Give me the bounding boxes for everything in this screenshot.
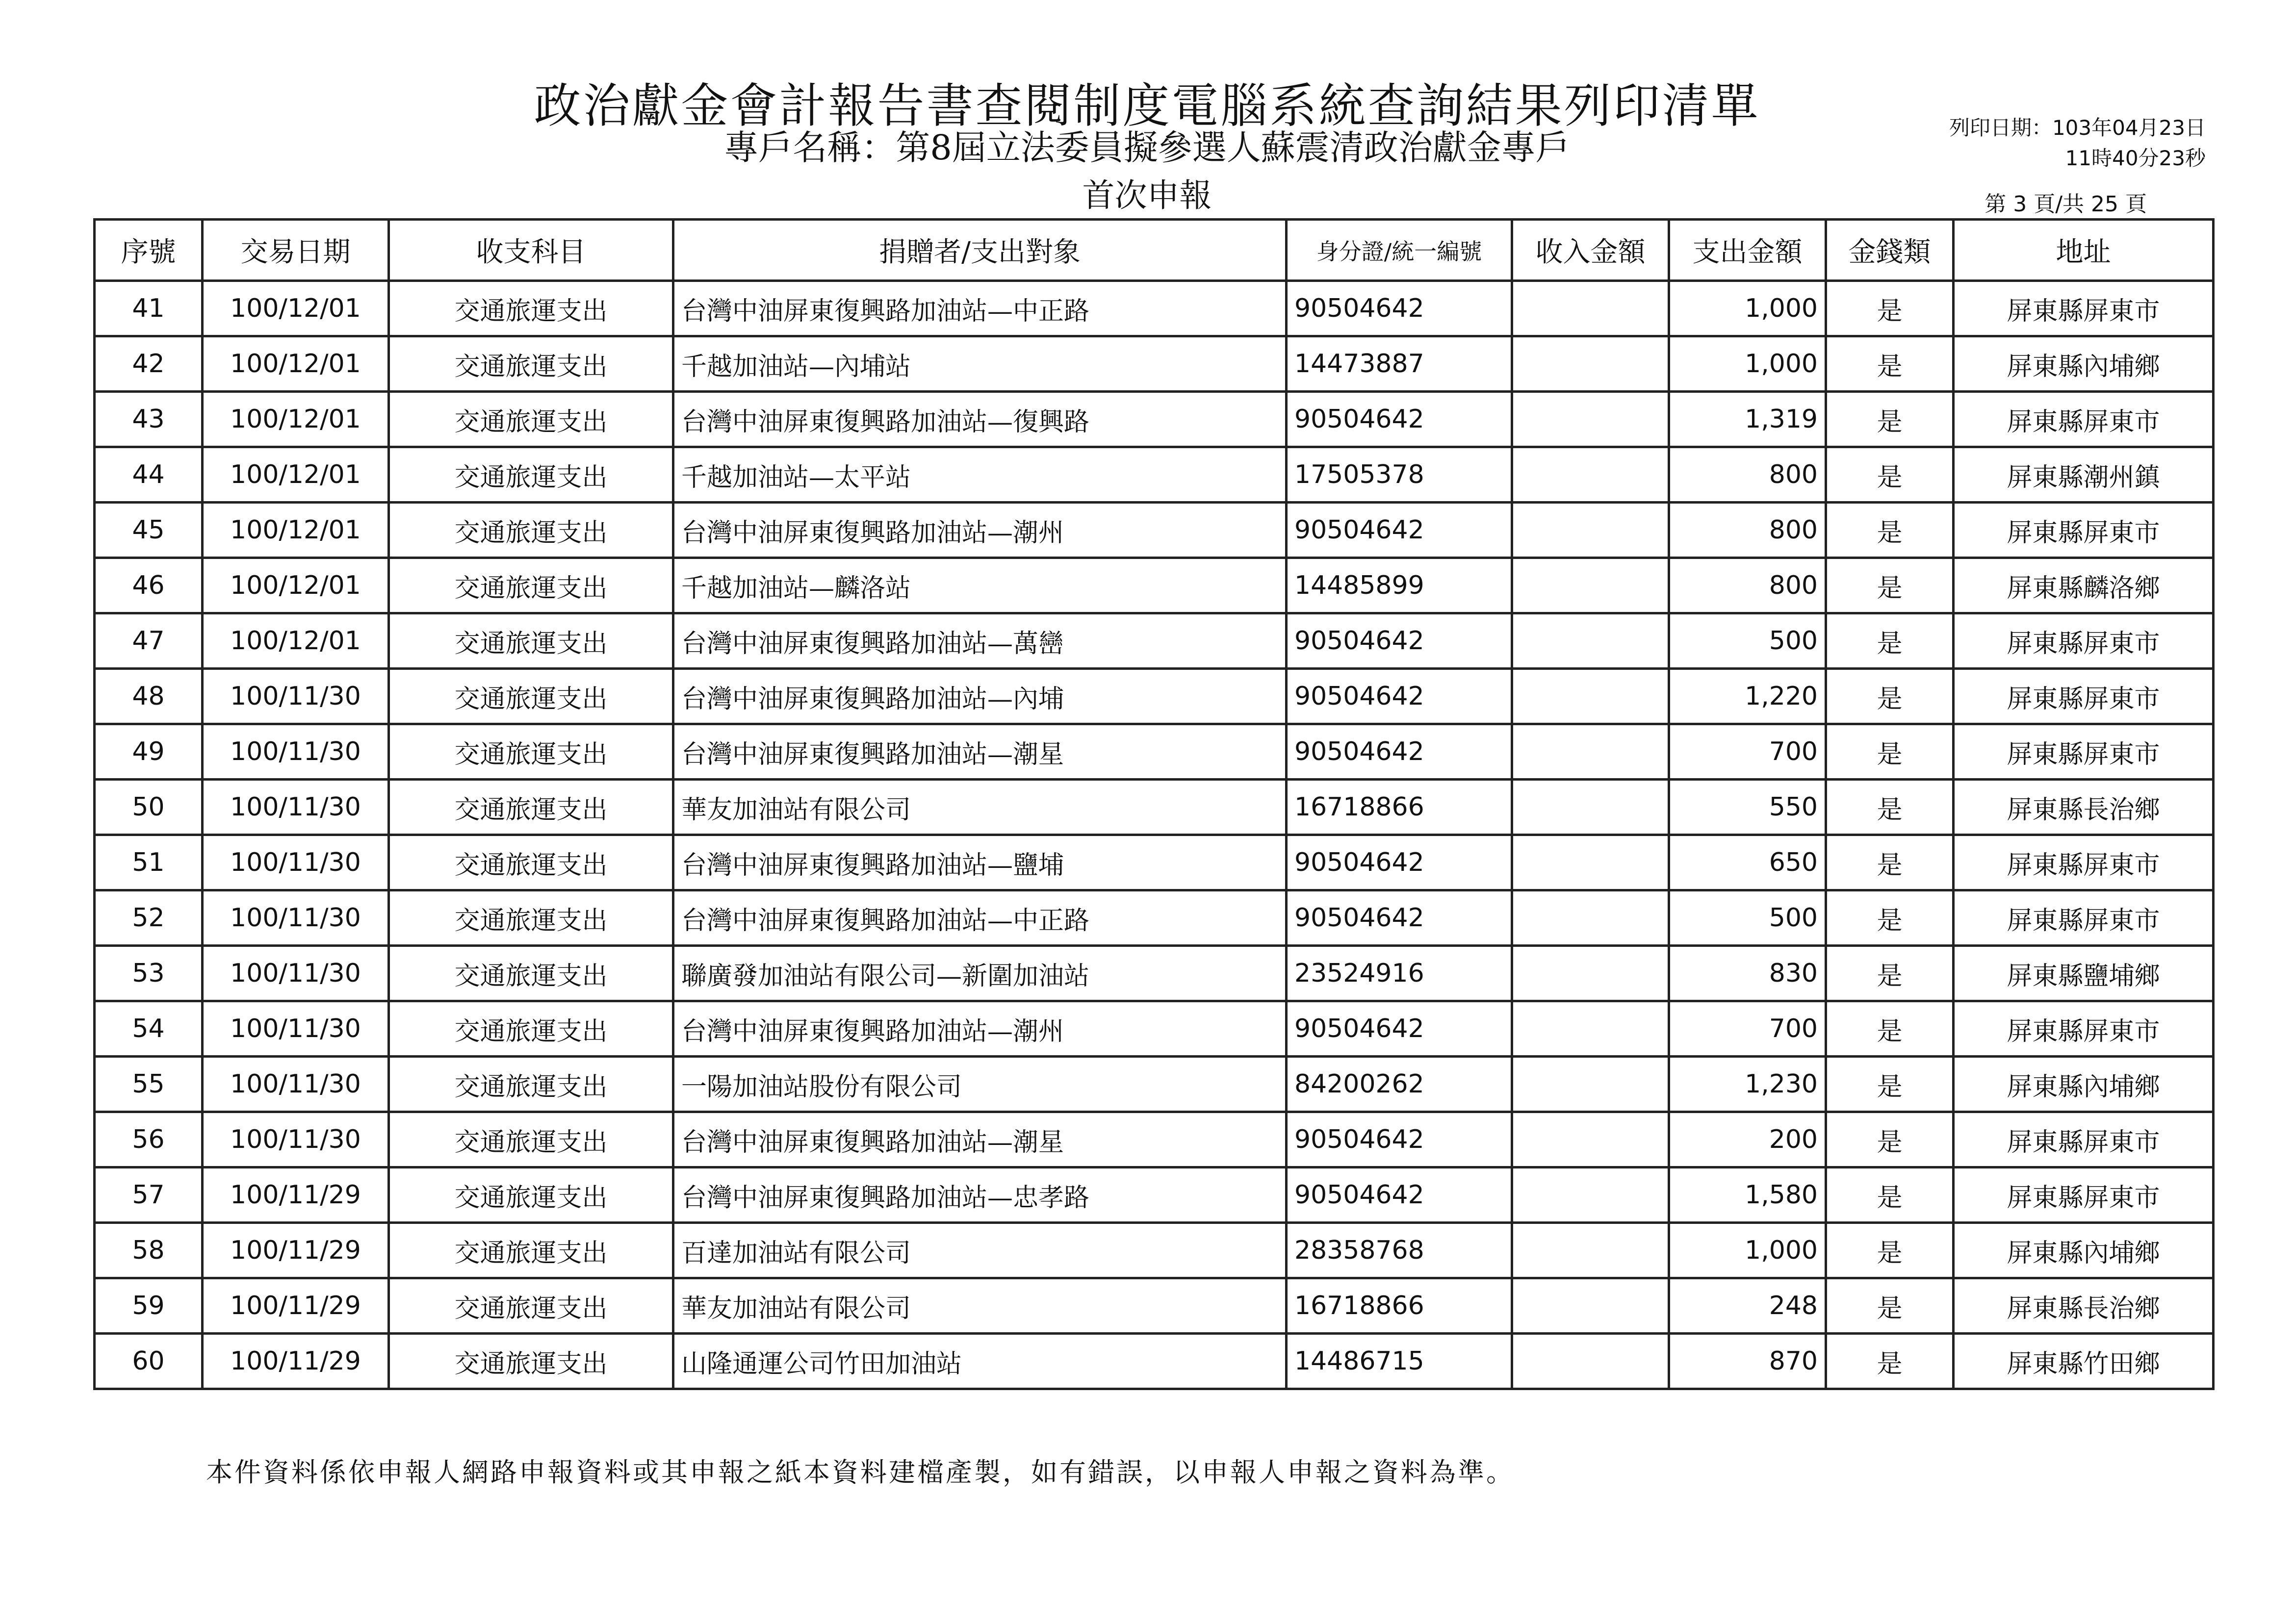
cell-income bbox=[1512, 1057, 1669, 1112]
cell-income bbox=[1512, 1112, 1669, 1167]
cell-category: 交通旅運支出 bbox=[389, 281, 673, 336]
col-header-expense: 支出金額 bbox=[1669, 220, 1826, 281]
cell-date: 100/11/29 bbox=[203, 1278, 389, 1334]
cell-expense: 830 bbox=[1669, 946, 1826, 1001]
cell-seq: 42 bbox=[95, 336, 203, 392]
cell-seq: 50 bbox=[95, 780, 203, 835]
cell-seq: 52 bbox=[95, 890, 203, 946]
cell-address: 屏東縣屏東市 bbox=[1954, 835, 2214, 890]
cell-income bbox=[1512, 669, 1669, 724]
table-row bbox=[95, 1057, 2214, 1112]
cell-date: 100/12/01 bbox=[203, 336, 389, 392]
cell-address: 屏東縣潮州鎮 bbox=[1954, 447, 2214, 503]
table-row bbox=[95, 1167, 2214, 1223]
cell-id: 14485899 bbox=[1287, 558, 1512, 613]
cell-address: 屏東縣屏東市 bbox=[1954, 392, 2214, 447]
cell-category: 交通旅運支出 bbox=[389, 503, 673, 558]
cell-party: 百達加油站有限公司 bbox=[673, 1223, 1287, 1278]
cell-id: 14473887 bbox=[1287, 336, 1512, 392]
cell-money-type: 是 bbox=[1826, 669, 1954, 724]
cell-income bbox=[1512, 1223, 1669, 1278]
cell-date: 100/12/01 bbox=[203, 392, 389, 447]
cell-party: 台灣中油屏東復興路加油站—內埔 bbox=[673, 669, 1287, 724]
cell-money-type: 是 bbox=[1826, 613, 1954, 669]
cell-address: 屏東縣屏東市 bbox=[1954, 503, 2214, 558]
cell-id: 16718866 bbox=[1287, 780, 1512, 835]
cell-expense: 650 bbox=[1669, 835, 1826, 890]
cell-category: 交通旅運支出 bbox=[389, 1223, 673, 1278]
cell-party: 千越加油站—麟洛站 bbox=[673, 558, 1287, 613]
col-header-address: 地址 bbox=[1954, 220, 2214, 281]
cell-id: 28358768 bbox=[1287, 1223, 1512, 1278]
cell-income bbox=[1512, 946, 1669, 1001]
cell-seq: 54 bbox=[95, 1001, 203, 1057]
cell-id: 90504642 bbox=[1287, 503, 1512, 558]
print-time: 11時40分23秒 bbox=[2065, 146, 2206, 170]
cell-id: 90504642 bbox=[1287, 835, 1512, 890]
col-header-category: 收支科目 bbox=[389, 220, 673, 281]
cell-income bbox=[1512, 613, 1669, 669]
cell-party: 台灣中油屏東復興路加油站—潮星 bbox=[673, 724, 1287, 780]
cell-category: 交通旅運支出 bbox=[389, 1057, 673, 1112]
cell-date: 100/12/01 bbox=[203, 558, 389, 613]
cell-category: 交通旅運支出 bbox=[389, 780, 673, 835]
cell-income bbox=[1512, 835, 1669, 890]
cell-date: 100/11/30 bbox=[203, 1057, 389, 1112]
cell-seq: 43 bbox=[95, 392, 203, 447]
cell-party: 台灣中油屏東復興路加油站—中正路 bbox=[673, 890, 1287, 946]
cell-address: 屏東縣竹田鄉 bbox=[1954, 1334, 2214, 1389]
cell-address: 屏東縣屏東市 bbox=[1954, 724, 2214, 780]
cell-date: 100/11/30 bbox=[203, 946, 389, 1001]
cell-date: 100/11/30 bbox=[203, 669, 389, 724]
cell-income bbox=[1512, 281, 1669, 336]
cell-income bbox=[1512, 1278, 1669, 1334]
cell-seq: 51 bbox=[95, 835, 203, 890]
table-row bbox=[95, 613, 2214, 669]
cell-category: 交通旅運支出 bbox=[389, 946, 673, 1001]
cell-income bbox=[1512, 724, 1669, 780]
cell-category: 交通旅運支出 bbox=[389, 392, 673, 447]
cell-party: 台灣中油屏東復興路加油站—中正路 bbox=[673, 281, 1287, 336]
cell-id: 90504642 bbox=[1287, 1001, 1512, 1057]
cell-date: 100/12/01 bbox=[203, 447, 389, 503]
cell-category: 交通旅運支出 bbox=[389, 890, 673, 946]
col-header-money-type: 金錢類 bbox=[1826, 220, 1954, 281]
ledger-body bbox=[95, 281, 2214, 1389]
cell-seq: 55 bbox=[95, 1057, 203, 1112]
table-row bbox=[95, 1223, 2214, 1278]
cell-id: 90504642 bbox=[1287, 392, 1512, 447]
col-header-party: 捐贈者/支出對象 bbox=[673, 220, 1287, 281]
cell-date: 100/11/29 bbox=[203, 1223, 389, 1278]
cell-id: 90504642 bbox=[1287, 669, 1512, 724]
cell-date: 100/11/30 bbox=[203, 724, 389, 780]
cell-money-type: 是 bbox=[1826, 946, 1954, 1001]
cell-party: 華友加油站有限公司 bbox=[673, 1278, 1287, 1334]
cell-expense: 1,319 bbox=[1669, 392, 1826, 447]
cell-income bbox=[1512, 447, 1669, 503]
cell-expense: 550 bbox=[1669, 780, 1826, 835]
col-header-id: 身分證/統一編號 bbox=[1287, 220, 1512, 281]
footer-note: 本件資料係依申報人網路申報資料或其申報之紙本資料建檔產製，如有錯誤，以申報人申報之資料為準。 bbox=[206, 1457, 1515, 1488]
cell-party: 台灣中油屏東復興路加油站—忠孝路 bbox=[673, 1167, 1287, 1223]
cell-money-type: 是 bbox=[1826, 503, 1954, 558]
cell-money-type: 是 bbox=[1826, 1278, 1954, 1334]
cell-address: 屏東縣內埔鄉 bbox=[1954, 336, 2214, 392]
table-row bbox=[95, 890, 2214, 946]
cell-seq: 48 bbox=[95, 669, 203, 724]
cell-category: 交通旅運支出 bbox=[389, 724, 673, 780]
cell-money-type: 是 bbox=[1826, 1112, 1954, 1167]
table-row bbox=[95, 336, 2214, 392]
cell-party: 台灣中油屏東復興路加油站—萬巒 bbox=[673, 613, 1287, 669]
cell-party: 一陽加油站股份有限公司 bbox=[673, 1057, 1287, 1112]
page-indicator: 第 3 頁/共 25 頁 bbox=[1985, 192, 2147, 217]
cell-party: 台灣中油屏東復興路加油站—潮州 bbox=[673, 1001, 1287, 1057]
cell-income bbox=[1512, 1167, 1669, 1223]
cell-income bbox=[1512, 336, 1669, 392]
cell-address: 屏東縣屏東市 bbox=[1954, 1167, 2214, 1223]
cell-expense: 500 bbox=[1669, 613, 1826, 669]
cell-id: 90504642 bbox=[1287, 724, 1512, 780]
cell-address: 屏東縣長治鄉 bbox=[1954, 1278, 2214, 1334]
report-type: 首次申報 bbox=[1082, 177, 1212, 214]
table-row bbox=[95, 835, 2214, 890]
cell-party: 台灣中油屏東復興路加油站—復興路 bbox=[673, 392, 1287, 447]
cell-date: 100/12/01 bbox=[203, 503, 389, 558]
cell-money-type: 是 bbox=[1826, 724, 1954, 780]
cell-income bbox=[1512, 890, 1669, 946]
cell-expense: 1,000 bbox=[1669, 281, 1826, 336]
cell-address: 屏東縣麟洛鄉 bbox=[1954, 558, 2214, 613]
cell-expense: 1,220 bbox=[1669, 669, 1826, 724]
cell-address: 屏東縣屏東市 bbox=[1954, 1112, 2214, 1167]
cell-id: 17505378 bbox=[1287, 447, 1512, 503]
cell-party: 台灣中油屏東復興路加油站—潮州 bbox=[673, 503, 1287, 558]
cell-address: 屏東縣屏東市 bbox=[1954, 890, 2214, 946]
cell-money-type: 是 bbox=[1826, 447, 1954, 503]
cell-id: 16718866 bbox=[1287, 1278, 1512, 1334]
print-date: 列印日期：103年04月23日 bbox=[1949, 116, 2206, 140]
col-header-income: 收入金額 bbox=[1512, 220, 1669, 281]
cell-money-type: 是 bbox=[1826, 1223, 1954, 1278]
cell-seq: 46 bbox=[95, 558, 203, 613]
cell-expense: 500 bbox=[1669, 890, 1826, 946]
account-name: 專戶名稱：第8屆立法委員擬參選人蘇震清政治獻金專戶 bbox=[724, 127, 1570, 168]
cell-expense: 800 bbox=[1669, 503, 1826, 558]
cell-money-type: 是 bbox=[1826, 1057, 1954, 1112]
cell-id: 90504642 bbox=[1287, 890, 1512, 946]
table-row bbox=[95, 1278, 2214, 1334]
cell-address: 屏東縣屏東市 bbox=[1954, 669, 2214, 724]
table-row bbox=[95, 558, 2214, 613]
table-row bbox=[95, 780, 2214, 835]
cell-party: 台灣中油屏東復興路加油站—鹽埔 bbox=[673, 835, 1287, 890]
cell-address: 屏東縣屏東市 bbox=[1954, 613, 2214, 669]
table-row bbox=[95, 1001, 2214, 1057]
cell-id: 84200262 bbox=[1287, 1057, 1512, 1112]
cell-money-type: 是 bbox=[1826, 558, 1954, 613]
cell-id: 23524916 bbox=[1287, 946, 1512, 1001]
cell-money-type: 是 bbox=[1826, 780, 1954, 835]
cell-money-type: 是 bbox=[1826, 281, 1954, 336]
cell-income bbox=[1512, 558, 1669, 613]
cell-expense: 800 bbox=[1669, 447, 1826, 503]
col-header-seq: 序號 bbox=[95, 220, 203, 281]
cell-seq: 53 bbox=[95, 946, 203, 1001]
cell-expense: 1,000 bbox=[1669, 1223, 1826, 1278]
cell-money-type: 是 bbox=[1826, 1001, 1954, 1057]
cell-seq: 60 bbox=[95, 1334, 203, 1389]
table-row bbox=[95, 669, 2214, 724]
cell-date: 100/11/29 bbox=[203, 1167, 389, 1223]
cell-expense: 1,580 bbox=[1669, 1167, 1826, 1223]
table-row bbox=[95, 946, 2214, 1001]
cell-seq: 59 bbox=[95, 1278, 203, 1334]
cell-category: 交通旅運支出 bbox=[389, 1001, 673, 1057]
table-row bbox=[95, 447, 2214, 503]
cell-id: 90504642 bbox=[1287, 1112, 1512, 1167]
cell-income bbox=[1512, 1001, 1669, 1057]
cell-expense: 870 bbox=[1669, 1334, 1826, 1389]
cell-seq: 57 bbox=[95, 1167, 203, 1223]
cell-date: 100/11/29 bbox=[203, 1334, 389, 1389]
cell-money-type: 是 bbox=[1826, 1167, 1954, 1223]
cell-date: 100/11/30 bbox=[203, 890, 389, 946]
cell-party: 千越加油站—內埔站 bbox=[673, 336, 1287, 392]
cell-money-type: 是 bbox=[1826, 835, 1954, 890]
cell-income bbox=[1512, 392, 1669, 447]
cell-seq: 58 bbox=[95, 1223, 203, 1278]
cell-address: 屏東縣鹽埔鄉 bbox=[1954, 946, 2214, 1001]
cell-category: 交通旅運支出 bbox=[389, 1167, 673, 1223]
cell-expense: 800 bbox=[1669, 558, 1826, 613]
cell-expense: 700 bbox=[1669, 724, 1826, 780]
print-info bbox=[1949, 113, 2206, 174]
cell-money-type: 是 bbox=[1826, 392, 1954, 447]
cell-party: 台灣中油屏東復興路加油站—潮星 bbox=[673, 1112, 1287, 1167]
cell-category: 交通旅運支出 bbox=[389, 1278, 673, 1334]
table-row bbox=[95, 281, 2214, 336]
table-row bbox=[95, 1334, 2214, 1389]
cell-seq: 47 bbox=[95, 613, 203, 669]
cell-income bbox=[1512, 1334, 1669, 1389]
col-header-date: 交易日期 bbox=[203, 220, 389, 281]
table-header-row bbox=[95, 220, 2214, 281]
cell-expense: 248 bbox=[1669, 1278, 1826, 1334]
cell-party: 聯廣發加油站有限公司—新圍加油站 bbox=[673, 946, 1287, 1001]
cell-category: 交通旅運支出 bbox=[389, 835, 673, 890]
cell-date: 100/11/30 bbox=[203, 780, 389, 835]
cell-category: 交通旅運支出 bbox=[389, 1334, 673, 1389]
cell-category: 交通旅運支出 bbox=[389, 336, 673, 392]
cell-address: 屏東縣屏東市 bbox=[1954, 1001, 2214, 1057]
cell-party: 華友加油站有限公司 bbox=[673, 780, 1287, 835]
cell-id: 14486715 bbox=[1287, 1334, 1512, 1389]
cell-date: 100/11/30 bbox=[203, 1112, 389, 1167]
table-row bbox=[95, 1112, 2214, 1167]
cell-seq: 41 bbox=[95, 281, 203, 336]
cell-party: 千越加油站—太平站 bbox=[673, 447, 1287, 503]
cell-date: 100/12/01 bbox=[203, 613, 389, 669]
cell-expense: 700 bbox=[1669, 1001, 1826, 1057]
cell-expense: 1,000 bbox=[1669, 336, 1826, 392]
cell-party: 山隆通運公司竹田加油站 bbox=[673, 1334, 1287, 1389]
cell-income bbox=[1512, 503, 1669, 558]
cell-money-type: 是 bbox=[1826, 336, 1954, 392]
cell-money-type: 是 bbox=[1826, 890, 1954, 946]
cell-category: 交通旅運支出 bbox=[389, 447, 673, 503]
report-title: 政治獻金會計報告書查閱制度電腦系統查詢結果列印清單 bbox=[534, 78, 1760, 133]
cell-category: 交通旅運支出 bbox=[389, 558, 673, 613]
cell-income bbox=[1512, 780, 1669, 835]
table-row bbox=[95, 503, 2214, 558]
cell-address: 屏東縣屏東市 bbox=[1954, 281, 2214, 336]
cell-seq: 56 bbox=[95, 1112, 203, 1167]
table-row bbox=[95, 724, 2214, 780]
cell-category: 交通旅運支出 bbox=[389, 1112, 673, 1167]
cell-money-type: 是 bbox=[1826, 1334, 1954, 1389]
cell-category: 交通旅運支出 bbox=[389, 613, 673, 669]
cell-address: 屏東縣長治鄉 bbox=[1954, 780, 2214, 835]
cell-id: 90504642 bbox=[1287, 613, 1512, 669]
cell-seq: 44 bbox=[95, 447, 203, 503]
cell-date: 100/11/30 bbox=[203, 1001, 389, 1057]
cell-expense: 1,230 bbox=[1669, 1057, 1826, 1112]
cell-address: 屏東縣內埔鄉 bbox=[1954, 1223, 2214, 1278]
ledger-table bbox=[93, 218, 2215, 1390]
cell-category: 交通旅運支出 bbox=[389, 669, 673, 724]
cell-date: 100/11/30 bbox=[203, 835, 389, 890]
cell-expense: 200 bbox=[1669, 1112, 1826, 1167]
table-row bbox=[95, 392, 2214, 447]
cell-id: 90504642 bbox=[1287, 1167, 1512, 1223]
cell-address: 屏東縣內埔鄉 bbox=[1954, 1057, 2214, 1112]
cell-seq: 45 bbox=[95, 503, 203, 558]
cell-date: 100/12/01 bbox=[203, 281, 389, 336]
cell-id: 90504642 bbox=[1287, 281, 1512, 336]
cell-seq: 49 bbox=[95, 724, 203, 780]
